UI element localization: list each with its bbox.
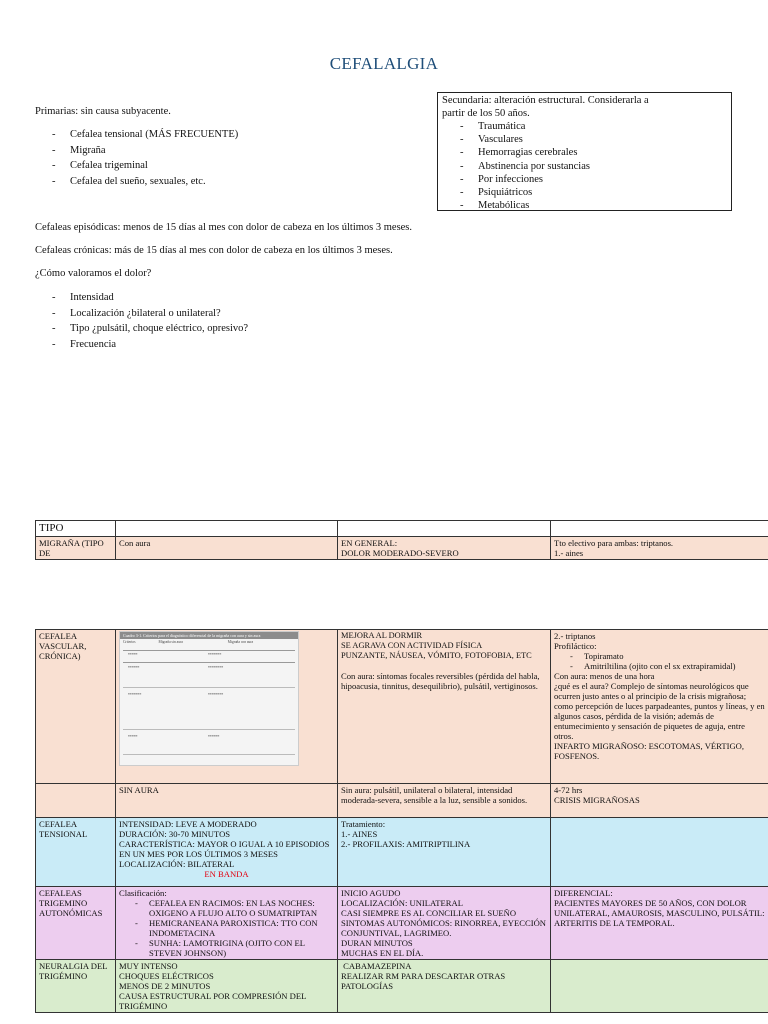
secundaria-line1: Secundaria: alteración estructural. Considerarla a — [442, 95, 649, 106]
row5-col2: MUY INTENSO CHOQUES ELÉCTRICOS MENOS DE 2 MINUTOS CAUSA ESTRUCTURAL POR COMPRESIÓN DEL TRIGÉMINO — [116, 960, 338, 1013]
list-item: - Intensidad — [36, 290, 248, 306]
row5-col3: CABAMAZEPINA REALIZAR RM PARA DESCARTAR OTRAS PATOLOGÍAS — [338, 960, 551, 1013]
list-item: - Migraña — [36, 143, 238, 159]
row-label: CEFALEA VASCULAR, CRÓNICA) — [36, 630, 116, 784]
list-item: - Metabólicas — [442, 199, 727, 212]
row-label: CEFALEA TENSIONAL — [36, 818, 116, 887]
list-item: - Amitriltilina (ojito con el sx extrapiramidal) — [554, 661, 765, 671]
criteria-table-image: Cuadro 3-1. Criterios para el diagnóstico diferencial de la migraña con aura y sin aura Criterios Migraña sin aura Migraña con aura ≡≡≡≡≡ ≡≡≡≡≡≡≡ ≡≡≡≡≡≡ ≡≡≡≡≡≡≡≡ ≡≡≡≡≡≡≡ ≡≡≡≡≡≡≡≡ ≡≡≡≡≡ ≡≡≡≡≡≡ — [119, 631, 299, 766]
tipo-table — [35, 520, 768, 560]
general-cell: EN GENERAL: DOLOR MODERADO-SEVERO — [338, 537, 551, 560]
row1-col4: 2.- triptanos Profiláctico: - Topiramato - Amitriltilina (ojito con el sx extrapiramidal) Con aura: menos de una hora ¿qué es el aura? Complejo de síntomas neurológicos que ocurren justo antes o al principio de la crisis migrañosa; como percepción de luces parpadeantes, puntos y líneas, y en algunos casos, pérdida de la visión; además de entumecimiento y sensación de piquetes de aguja, entre otros. INFARTO MIGRAÑOSO: ESCOTOMAS, VÉRTIGO, FOSFENOS. — [551, 630, 768, 784]
list-item: - Tipo ¿pulsátil, choque eléctrico, opresivo? — [36, 321, 248, 337]
row1-col3: MEJORA AL DORMIR SE AGRAVA CON ACTIVIDAD FÍSICA PUNZANTE, NÁUSEA, VÓMITO, FOTOFOBIA, ETC Con aura: síntomas focales reversibles (pérdida del habla, hipoacusia, tinnitus, desequilibrio), pulsátil, vertiginosos. — [338, 630, 551, 784]
cefalea-table — [35, 629, 768, 1013]
row2-col3: Sin aura: pulsátil, unilateral o bilateral, intensidad moderada-severa, sensible a la luz, sensible a sonidos. — [338, 784, 551, 818]
list-item: - Vasculares — [442, 133, 727, 146]
row4-col3: INICIO AGUDO LOCALIZACIÓN: UNILATERAL CASI SIEMPRE ES AL CONCILIAR EL SUEÑO SINTOMAS AUTONÓMICOS: RINORREA, EYECCIÓN CONJUNTIVAL, LAGRIMEO. DURAN MINUTOS MUCHAS EN EL DÍA. — [338, 887, 551, 960]
row3-col3: Tratamiento: 1.- AINES 2.- PROFILAXIS: AMITRIPTILINA — [338, 818, 551, 887]
page-title: CEFALALGIA — [329, 54, 439, 73]
list-item: - Por infecciones — [442, 173, 727, 186]
con-aura-cell: Con aura — [116, 537, 338, 560]
primarias-heading: Primarias: sin causa subyacente. — [35, 106, 171, 117]
row3-col2: INTENSIDAD: LEVE A MODERADO DURACIÓN: 30-70 MINUTOS CARACTERÍSTICA: MAYOR O IGUAL A 10 EPISODIOS EN UN MES POR LOS ÚLTIMOS 3 MESES LOCALIZACIÓN: BILATERAL EN BANDA — [116, 818, 338, 887]
row-label: CEFALEAS TRIGEMINO AUTONÓMICAS — [36, 887, 116, 960]
secundaria-list — [442, 120, 727, 212]
list-item: - Hemorragias cerebrales — [442, 146, 727, 159]
row-label: NEURALGIA DEL TRIGÉMINO — [36, 960, 116, 1013]
valoramos-list — [36, 290, 248, 352]
en-banda-text: EN BANDA — [204, 869, 249, 879]
row2-col4: 4-72 hrs CRISIS MIGRAÑOSAS — [551, 784, 768, 818]
secundaria-box — [437, 92, 732, 211]
migrana-label: MIGRAÑA (TIPO DE — [36, 537, 116, 560]
tto-cell: Tto electivo para ambas: triptanos. 1.- aines — [551, 537, 768, 560]
secundaria-line2: partir de los 50 años. — [442, 108, 530, 119]
list-item: - Psiquiátricos — [442, 186, 727, 199]
header-cell: TIPO — [36, 521, 116, 537]
row4-col4: DIFERENCIAL: PACIENTES MAYORES DE 50 AÑOS, CON DOLOR UNILATERAL, AMAUROSIS, MASCULINO, PULSÁTIL: ARTERITIS DE LA TEMPORAL. — [551, 887, 768, 960]
episodicas-text: Cefaleas episódicas: menos de 15 días al mes con dolor de cabeza en los últimos 3 meses. — [35, 222, 413, 233]
valoramos-question: ¿Cómo valoramos el dolor? — [35, 268, 152, 279]
list-item: - Topiramato — [554, 651, 765, 661]
row4-col2: Clasificación: - CEFALEA EN RACIMOS: EN LAS NOCHES: OXIGENO A FLUJO ALTO O SUMATRIPTAN - HEMICRANEANA PAROXISTICA: TTO CON INDOMETACINA - SUNHA: LAMOTRIGINA (OJITO CON EL STEVEN JOHNSON) — [116, 887, 338, 960]
list-item: - Cefalea trigeminal — [36, 158, 238, 174]
list-item: - Abstinencia por sustancias — [442, 160, 727, 173]
cronicas-text: Cefaleas crónicas: más de 15 días al mes con dolor de cabeza en los últimos 3 meses. — [35, 245, 393, 256]
list-item: - HEMICRANEANA PAROXISTICA: TTO CON INDOMETACINA — [119, 918, 334, 938]
primarias-list — [36, 127, 238, 189]
sin-aura-cell: SIN AURA — [116, 784, 338, 818]
list-item: - Cefalea tensional (MÁS FRECUENTE) — [36, 127, 238, 143]
list-item: - CEFALEA EN RACIMOS: EN LAS NOCHES: OXIGENO A FLUJO ALTO O SUMATRIPTAN — [119, 898, 334, 918]
criteria-image-cell — [116, 630, 338, 784]
list-item: - SUNHA: LAMOTRIGINA (OJITO CON EL STEVEN JOHNSON) — [119, 938, 334, 958]
list-item: - Cefalea del sueño, sexuales, etc. — [36, 174, 238, 190]
list-item: - Localización ¿bilateral o unilateral? — [36, 306, 248, 322]
list-item: - Frecuencia — [36, 337, 248, 353]
list-item: - Traumática — [442, 120, 727, 133]
